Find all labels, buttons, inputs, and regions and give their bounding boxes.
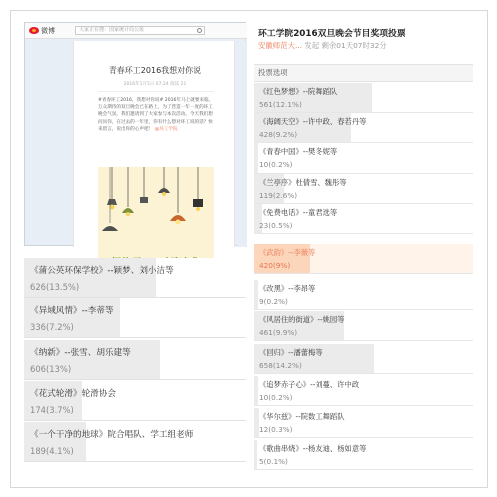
article-title: 青春环工2016我想对你说 <box>108 66 202 75</box>
vote-option-count: 12(0.3%) <box>259 425 293 434</box>
vote-option[interactable] <box>254 344 473 374</box>
vote-option-count: 561(12.1%) <box>259 100 302 109</box>
article-body-text: #青春环工2016，我想对你说# 2016年马上就要来临，万众期待的双旦晚会已在路上，为了营造一年一度的环工晚会气氛，我们邀请到了大家参与本次活动。今天我们想问问你，在过去的一年里，你有什么想对环工说的话？快来留言，说出你的心声吧！ <box>98 98 214 132</box>
vote-option-title: 《歌曲串烧》--杨友迪、杨如意等 <box>259 444 367 453</box>
weibo-logo-text: 微博 <box>41 26 55 35</box>
vote-options-header: 投票选项 <box>254 64 473 82</box>
vote-option-count: 9(0.2%) <box>259 297 288 306</box>
article-card <box>73 41 235 247</box>
vote-status: 发起 剩余01天07时32分 <box>304 41 387 50</box>
article-body-link[interactable]: @环工学院 <box>154 126 178 132</box>
article-divider <box>98 91 214 92</box>
vote-title: 环工学院2016双旦晚会节目奖项投票 <box>258 29 406 39</box>
vote-option-title: 《风居住的街道》--姚园等 <box>259 315 345 324</box>
vote-option[interactable] <box>254 174 473 204</box>
vote-option-title: 《追梦赤子心》--刘蔓、许中政 <box>259 380 360 389</box>
vote-option-selected[interactable] <box>254 244 473 274</box>
vote-option[interactable] <box>24 298 246 338</box>
vote-option[interactable] <box>254 113 473 143</box>
weibo-side-panel <box>237 41 247 247</box>
vote-option-title: 《华尔兹》--院数工舞蹈队 <box>259 412 345 421</box>
vote-option[interactable] <box>254 143 473 173</box>
vote-option[interactable] <box>254 376 473 406</box>
vote-option-count: 428(9.2%) <box>259 130 298 140</box>
vote-option[interactable] <box>254 280 473 310</box>
vote-option-count: 626(13.5%) <box>30 282 80 292</box>
vote-option-count: 606(13%) <box>30 364 72 374</box>
vote-option-count: 10(0.2%) <box>259 160 293 170</box>
vote-bar <box>254 440 257 469</box>
vote-option-title: 《蒲公英环保学校》--颖梦、刘小洁等 <box>30 266 174 276</box>
vote-option-count: 461(9.9%) <box>259 328 298 337</box>
weibo-search-placeholder: 大家正在搜：国家统计局公报 <box>79 27 145 33</box>
vote-bar <box>254 143 258 172</box>
vote-option-title: 《花式轮滑》轮滑协会 <box>30 389 116 399</box>
vote-option[interactable] <box>24 381 246 421</box>
vote-option-title: 《一个干净的地球》院合唱队、学工组老师 <box>30 430 194 440</box>
vote-option-title: 《兰亭序》杜倩雪、魏彤等 <box>259 177 347 187</box>
vote-option-count: 10(0.2%) <box>259 393 293 402</box>
vote-option[interactable] <box>254 408 473 438</box>
vote-subtitle <box>258 40 387 51</box>
vote-bar <box>254 376 258 405</box>
vote-option-title: 《纳新》--张雪、胡乐建等 <box>30 348 131 358</box>
vote-option-title: 《异域风情》--李蒂等 <box>30 306 114 316</box>
weibo-search-input[interactable] <box>75 26 205 35</box>
vote-option-title: 《回归》--潘蕾梅等 <box>259 348 323 357</box>
vote-option[interactable] <box>24 340 246 380</box>
vote-option-count: 119(2.6%) <box>259 190 298 200</box>
weibo-top-bar <box>25 23 247 39</box>
vote-option-title: 《武韵》--李薇等 <box>259 248 316 257</box>
vote-option[interactable] <box>254 204 473 234</box>
vote-option[interactable] <box>254 440 473 470</box>
vote-option-title: 《青春中国》--樊冬妮等 <box>259 147 338 157</box>
article-body <box>98 97 216 133</box>
vote-option-count: 5(0.1%) <box>259 457 288 466</box>
vote-option-count: 658(14.2%) <box>259 361 302 370</box>
vote-option-title: 《改黑》--李昂等 <box>259 284 316 293</box>
vote-option[interactable] <box>24 422 246 462</box>
vote-option-title: 《红色梦想》--院舞蹈队 <box>259 87 338 96</box>
vote-bar <box>254 280 258 309</box>
vote-option-count: 23(0.5%) <box>259 220 293 230</box>
vote-option-count: 336(7.2%) <box>30 322 74 332</box>
weibo-logo[interactable] <box>29 26 55 36</box>
search-icon[interactable] <box>197 28 202 33</box>
vote-option[interactable] <box>254 83 473 113</box>
weibo-eye-icon <box>29 27 39 34</box>
vote-panel <box>254 22 473 474</box>
vote-option[interactable] <box>24 258 246 298</box>
vote-option-title: 《免费电话》--童君选等 <box>259 207 338 217</box>
vote-option[interactable] <box>254 311 473 341</box>
vote-option-title: 《海阔天空》--许中政、春若丹等 <box>259 117 367 127</box>
vote-option-count: 174(3.7%) <box>30 405 74 415</box>
weibo-article-screenshot <box>24 22 246 246</box>
article-meta: 2016年1月5日 07:24 阅读 21 <box>123 82 187 87</box>
vote-author-link[interactable]: 安徽师范大... <box>258 41 303 50</box>
vote-option-count: 420(9%) <box>259 261 291 270</box>
vote-option-count: 189(4.1%) <box>30 446 74 456</box>
